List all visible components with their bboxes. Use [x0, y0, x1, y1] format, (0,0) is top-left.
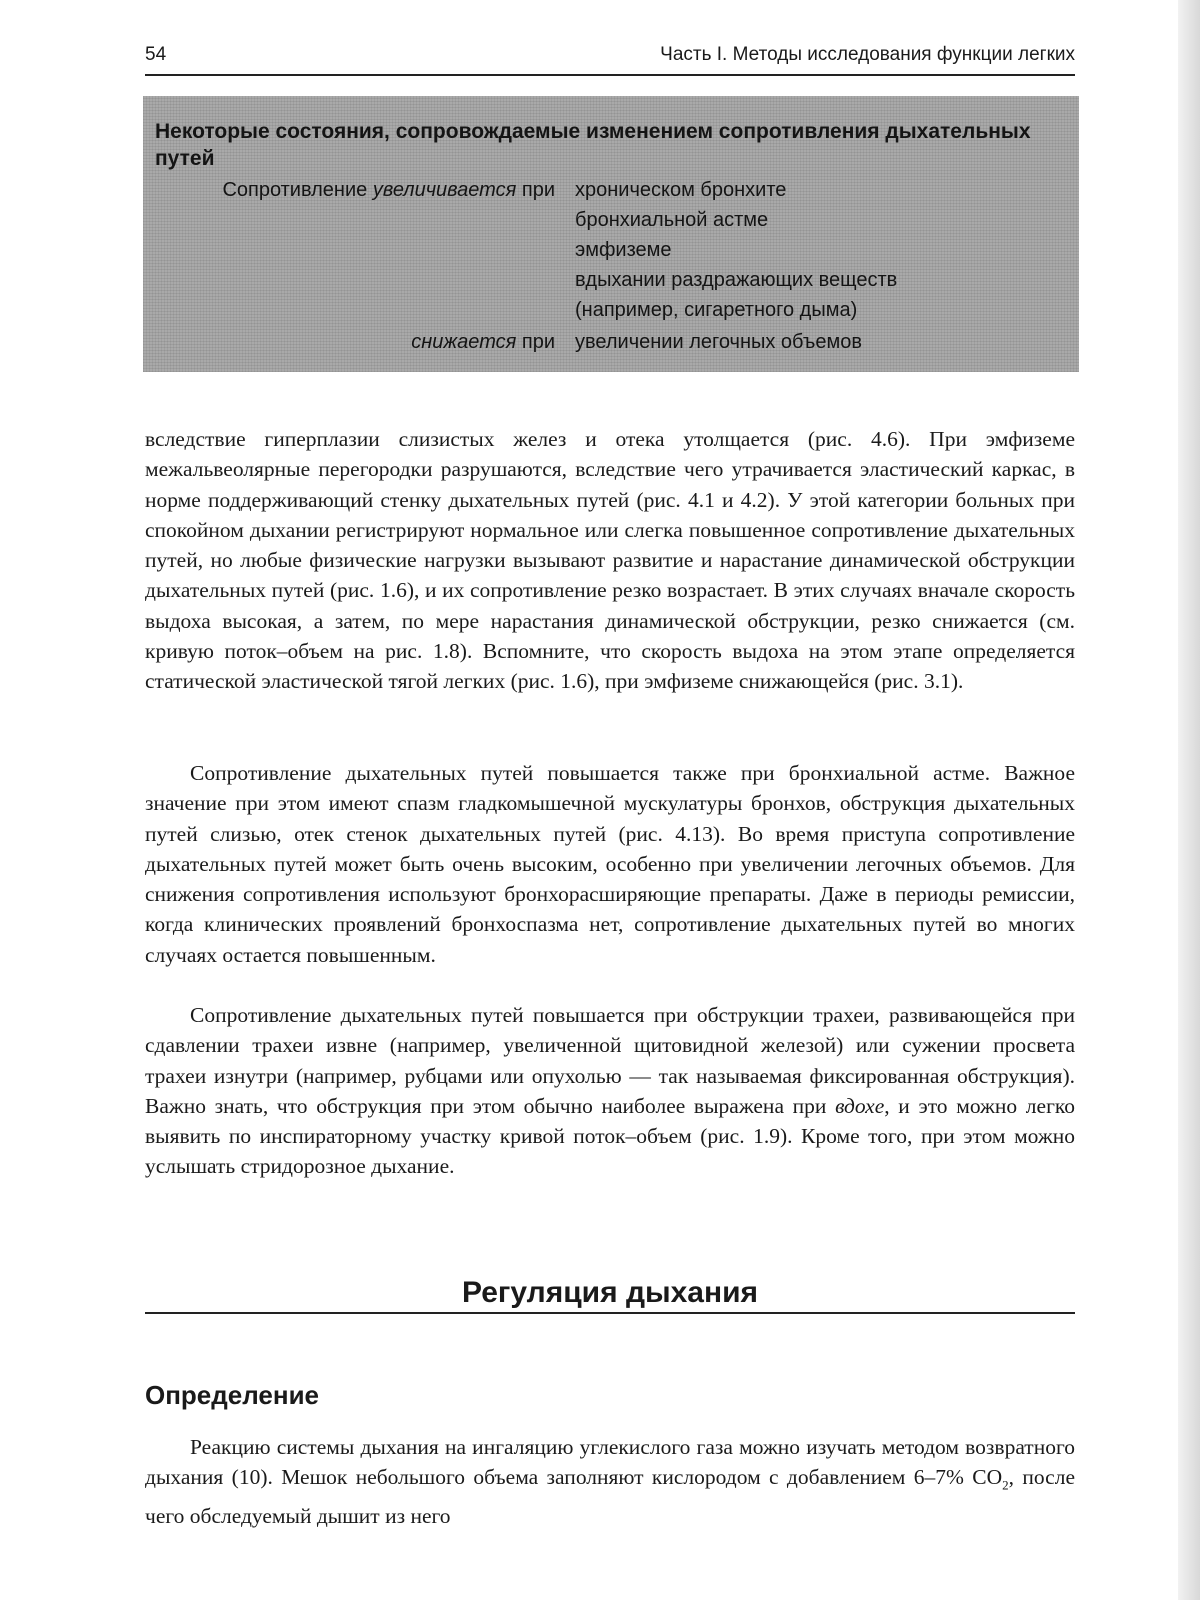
info-box-title: Некоторые состояния, сопровождаемые изменением сопротивления дыхательных путей	[155, 120, 1031, 170]
decrease-suffix: при	[516, 331, 555, 353]
increase-item: бронхиальной астме	[575, 209, 769, 231]
section-title: Регуляция дыхания	[145, 1276, 1075, 1314]
increase-label	[143, 178, 555, 202]
running-title: Часть I. Методы исследования функции легких	[660, 44, 1075, 65]
paragraph-1: вследствие гиперплазии слизистых желез и отека утолщается (рис. 4.6). При эмфиземе межальвеолярные перегородки разрушаются, вследствие чего утрачивается эластический каркас, в норме поддерживающий стенку дыхательных путей (рис. 4.1 и 4.2). У этой категории больных при спокойном дыхании регистрируют нормальное или слегка повышенное сопротивление дыхательных путей, но любые физические нагрузки вызывают развитие и нарастание динамической обструкции дыхательных путей (рис. 1.6), и их сопротивление резко возрастает. В этих случаях вначале скорость выдоха высокая, а затем, по мере нарастания динамической обструкции, резко снижается (см. кривую поток–объем на рис. 1.8). Вспомните, что скорость выдоха на этом этапе определяется статической эластической тягой легких (рис. 1.6), при эмфиземе снижающейся (рис. 3.1).	[145, 427, 1075, 694]
running-header	[145, 40, 1075, 76]
page-number: 54	[145, 44, 167, 65]
co2-subscript: 2	[1002, 1477, 1009, 1493]
increase-item: хроническом бронхите	[575, 179, 787, 201]
increase-item: вдыхании раздражающих веществ	[575, 269, 898, 291]
paragraph-3-text: Сопротивление дыхательных путей повышается при обструкции трахеи, развивающейся при сдавлении трахеи извне (например, увеличенной щитовидной железой) или сужении просвета трахеи изнутри (например, рубцами или опухолью — так называемая фиксированная обструкция). Важно знать, что обструкция при этом обычно наиболее выражена при	[145, 1003, 1075, 1118]
decrease-word: снижается	[411, 331, 517, 353]
decrease-label	[143, 330, 555, 354]
info-box	[143, 96, 1079, 372]
increase-word: увеличивается	[372, 179, 517, 201]
paragraph-4	[145, 1432, 1075, 1531]
decrease-item: увеличении легочных объемов	[575, 331, 862, 353]
paragraph-4-text: Реакцию системы дыхания на ингаляцию углекислого газа можно изучать методом возвратного дыхания (10). Мешок небольшого объема заполняют кислородом с добавлением 6–7% CO	[145, 1435, 1075, 1490]
paragraph-3-text-end: , и это можно легко выявить по инспираторному участку кривой поток–объем (рис. 1.9). Кроме того, при этом можно услышать стридорозное дыхание.	[145, 1093, 1075, 1179]
increase-prefix: Сопротивление	[222, 179, 373, 201]
paragraph-4-text-end: , после чего обследуемый дышит из него	[145, 1465, 1075, 1528]
increase-suffix: при	[516, 179, 555, 201]
paragraph-2: Сопротивление дыхательных путей повышается также при бронхиальной астме. Важное значение при этом имеют спазм гладкомышечной мускулатуры бронхов, обструкция дыхательных путей слизью, отек стенок дыхательных путей (рис. 4.13). Во время приступа сопротивление дыхательных путей может быть очень высоким, особенно при увеличении легочных объемов. Для снижения сопротивления используют бронхорасширяющие препараты. Даже в периоды ремиссии, когда клинических проявлений бронхоспазма нет, сопротивление дыхательных путей во многих случаях остается повышенным.	[145, 761, 1075, 967]
page-edge-shadow	[1178, 0, 1200, 1600]
subsection-title: Определение	[145, 1380, 320, 1410]
paragraph-3-emphasis: вдохе	[835, 1093, 885, 1118]
increase-item: эмфиземе	[575, 239, 672, 261]
increase-item: (например, сигаретного дыма)	[575, 299, 858, 321]
paragraph-3	[145, 1000, 1075, 1182]
